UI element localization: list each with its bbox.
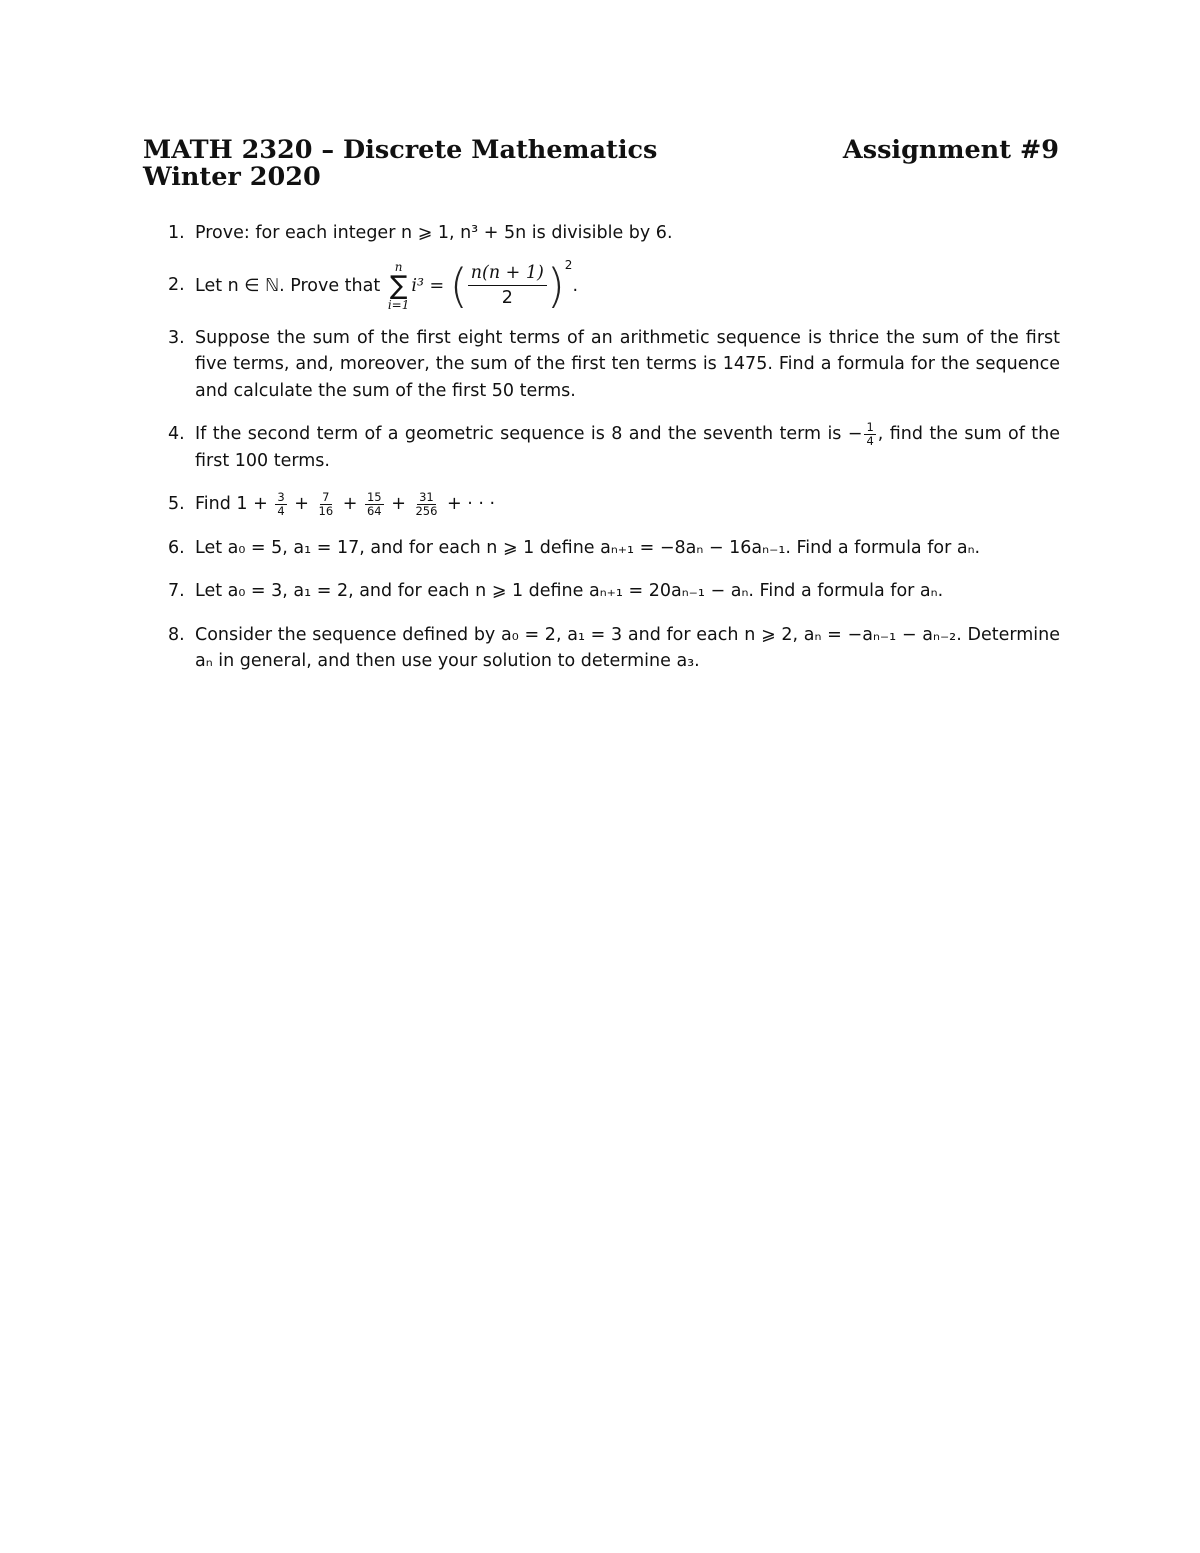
problem-number: 5. [168, 494, 185, 514]
series-operator: + [294, 494, 309, 514]
problem-2 [168, 257, 1060, 313]
problem-list [168, 220, 1060, 675]
series-operator: + [391, 494, 406, 514]
term-label: Winter 2020 [143, 162, 321, 192]
series-operator: + [342, 494, 358, 514]
text-after-fraction: , find the sum of the first 100 terms. [195, 424, 1061, 471]
course-title: MATH 2320 – Discrete Mathematics [143, 135, 658, 165]
problem-text: Suppose the sum of the first eight terms of an arithmetic sequence is thrice the sum of the first five terms, and, moreover, the sum of the first ten terms is 1475. Find a formula for the sequence and calculate the sum of the first 50 terms. [195, 327, 1060, 401]
problem-6 [168, 535, 1060, 562]
fraction [468, 262, 547, 309]
series-term-fraction [317, 489, 336, 518]
series-term-fraction [275, 489, 286, 518]
text-before-fraction: If the second term of a geometric sequence is 8 and the seventh term is − [195, 424, 863, 444]
problem-number: 1. [168, 223, 185, 243]
fraction-denominator: 4 [277, 503, 285, 518]
fraction-numerator: 31 [419, 489, 434, 504]
problem-8 [168, 622, 1060, 675]
sum-upper-limit: n [394, 259, 403, 274]
right-paren: ) [546, 258, 565, 313]
fraction-numerator: 15 [366, 489, 382, 504]
series-term-fraction [365, 489, 384, 518]
problem-number: 6. [168, 537, 185, 558]
fraction-denominator: 256 [415, 503, 438, 518]
fraction-denominator: 64 [366, 503, 382, 518]
assignment-number: Assignment #9 [842, 135, 1059, 165]
series-operator: + · · · [446, 494, 496, 514]
left-paren: ( [449, 258, 468, 313]
summand: i³ = [411, 275, 445, 296]
problem-number: 4. [168, 424, 185, 444]
header-row [143, 136, 1059, 165]
problem-5 [168, 491, 1060, 518]
problem-text: Let a₀ = 5, a₁ = 17, and for each n ⩾ 1 define aₙ₊₁ = −8aₙ − 16aₙ₋₁. Find a formula for aₙ. [195, 537, 981, 558]
fraction [864, 419, 875, 448]
problem-text: Let a₀ = 3, a₁ = 2, and for each n ⩾ 1 define aₙ₊₁ = 20aₙ₋₁ − aₙ. Find a formula for aₙ. [195, 581, 944, 601]
sigma-symbol: ∑ [389, 270, 408, 301]
problem-text: Consider the sequence defined by a₀ = 2, a₁ = 3 and for each n ⩾ 2, aₙ = −aₙ₋₁ − aₙ₋₂. Determine aₙ in general, and then use your solution to determine a₃. [195, 624, 1060, 671]
document-header [143, 136, 1059, 192]
fraction-numerator: n(n + 1) [468, 262, 547, 286]
problem-4 [168, 421, 1060, 474]
problem-1 [168, 220, 1060, 247]
series-term-fraction [413, 489, 439, 518]
series-lead: Find 1 + [195, 494, 268, 514]
exponent: 2 [564, 257, 573, 272]
fraction-denominator: 2 [501, 288, 513, 308]
sum-lower-limit: i=1 [387, 297, 410, 312]
fraction-denominator: 16 [318, 503, 334, 518]
problem-number: 7. [168, 581, 185, 601]
problem-text [195, 491, 1060, 518]
summation [388, 261, 410, 311]
problem-intro: Let n ∈ ℕ. Prove that [195, 275, 381, 296]
fraction-numerator: 7 [322, 489, 330, 504]
fraction-denominator: 4 [866, 433, 874, 448]
fraction-numerator: 1 [866, 419, 874, 434]
problem-text: Let n ∈ ℕ. Prove that n ∑ i=1 i³ = ( $\frac{n(n + 1)}{2}$ )$^2$. [195, 257, 579, 313]
problem-number: 8. [168, 624, 185, 645]
problem-number: 2. [168, 275, 185, 296]
problem-number: 3. [168, 327, 185, 348]
fraction-numerator: 3 [277, 489, 285, 504]
problem-text [195, 421, 1060, 474]
problem-text: Prove: for each integer n ⩾ 1, n³ + 5n is divisible by 6. [195, 223, 673, 243]
problem-7 [168, 578, 1060, 605]
problem-3 [168, 325, 1060, 405]
